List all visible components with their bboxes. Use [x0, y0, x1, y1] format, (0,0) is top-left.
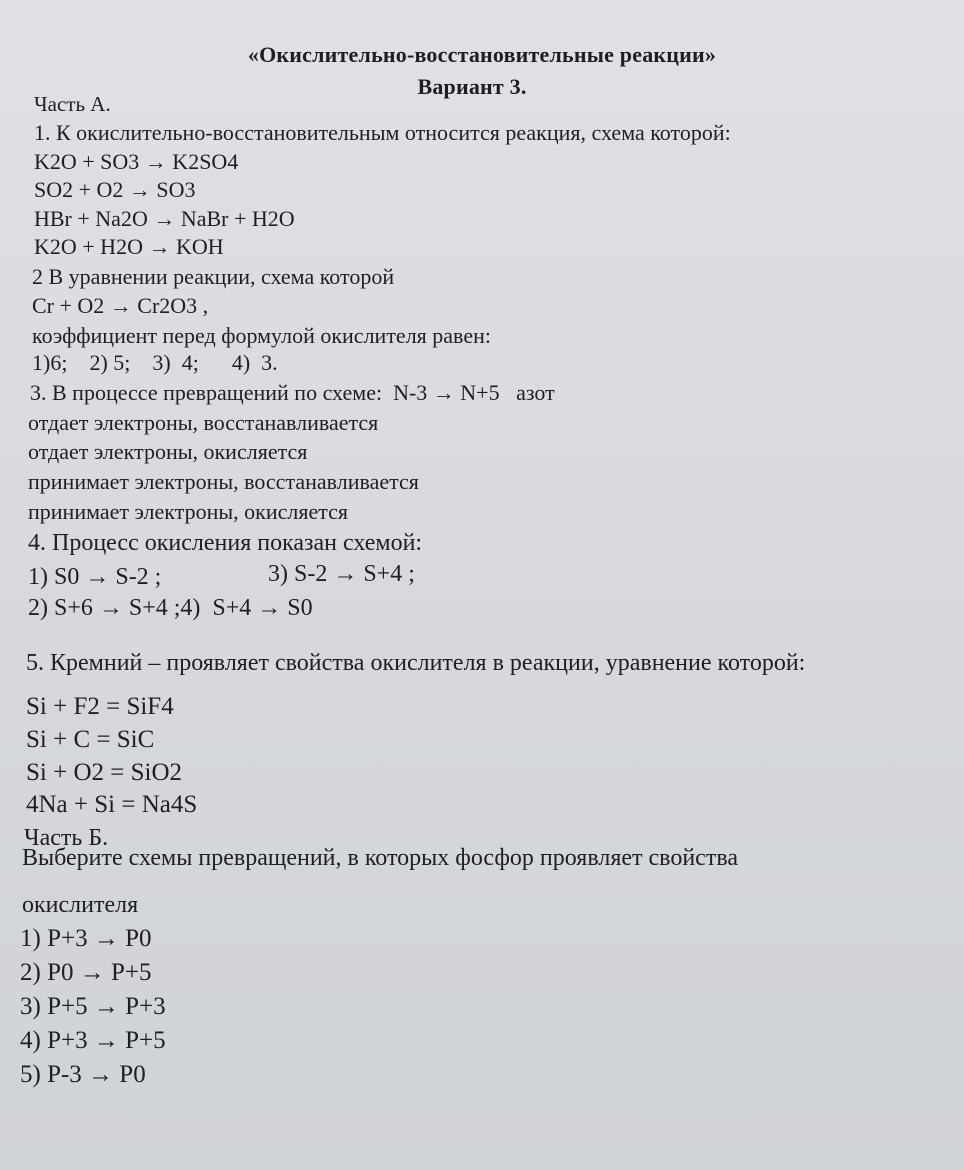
- part-b-option: 4) P+3 → P+5: [20, 1027, 166, 1054]
- part-b-option: 1) P+3 → P0: [20, 925, 152, 952]
- part-b-question-cont: окислителя: [22, 892, 139, 918]
- part-a-heading: Часть А.: [34, 92, 111, 116]
- q1-option: K2O + SO3 → K2SO4: [34, 149, 239, 174]
- q3-option: принимает электроны, восстанавливается: [28, 469, 419, 494]
- q2-scheme: Cr + O2 → Cr2O3 ,: [32, 293, 209, 318]
- q4-option-2-4: 2) S+6 → S+4 ;4) S+4 → S0: [28, 595, 313, 621]
- q3-option: принимает электроны, окисляется: [28, 499, 348, 524]
- q2-question: 2 В уравнении реакции, схема которой: [32, 264, 395, 289]
- q1-option: SO2 + O2 → SO3: [34, 177, 196, 202]
- q2-prompt: коэффициент перед формулой окислителя равен:: [32, 323, 491, 348]
- q3-option: отдает электроны, восстанавливается: [28, 410, 379, 435]
- q5-option: Si + O2 = SiO2: [26, 759, 183, 786]
- q3-question: 3. В процессе превращений по схеме: N-3 → N+5 азот: [30, 380, 555, 405]
- part-b-question: Выберите схемы превращений, в которых фосфор проявляет свойства: [22, 845, 738, 871]
- part-b-option: 5) P-3 → P0: [20, 1061, 146, 1088]
- q1-option: HBr + Na2O → NaBr + H2O: [34, 206, 295, 231]
- q5-question: 5. Кремний – проявляет свойства окислителя в реакции, уравнение которой:: [26, 650, 806, 676]
- q1-option: K2O + H2O → KOH: [34, 234, 224, 259]
- q5-option: 4Na + Si = Na4S: [26, 791, 198, 818]
- variant-heading: Вариант 3.: [417, 74, 527, 99]
- part-b-option: 3) P+5 → P+3: [20, 993, 166, 1020]
- page-title: «Окислительно-восстановительные реакции»: [247, 42, 717, 67]
- q5-option: Si + C = SiC: [26, 726, 155, 753]
- q5-option: Si + F2 = SiF4: [26, 693, 174, 720]
- q2-options: 1)6; 2) 5; 3) 4; 4) 3.: [32, 350, 278, 375]
- part-b-option: 2) P0 → P+5: [20, 959, 152, 986]
- q4-option-1: 1) S0 → S-2 ;: [28, 564, 162, 590]
- part-b-heading: Часть Б.: [24, 825, 109, 851]
- q4-question: 4. Процесс окисления показан схемой:: [28, 530, 423, 556]
- q1-question: 1. К окислительно-восстановительным относится реакция, схема которой:: [34, 120, 731, 145]
- q4-option-3: 3) S-2 → S+4 ;: [268, 561, 415, 587]
- q3-option: отдает электроны, окисляется: [28, 439, 308, 464]
